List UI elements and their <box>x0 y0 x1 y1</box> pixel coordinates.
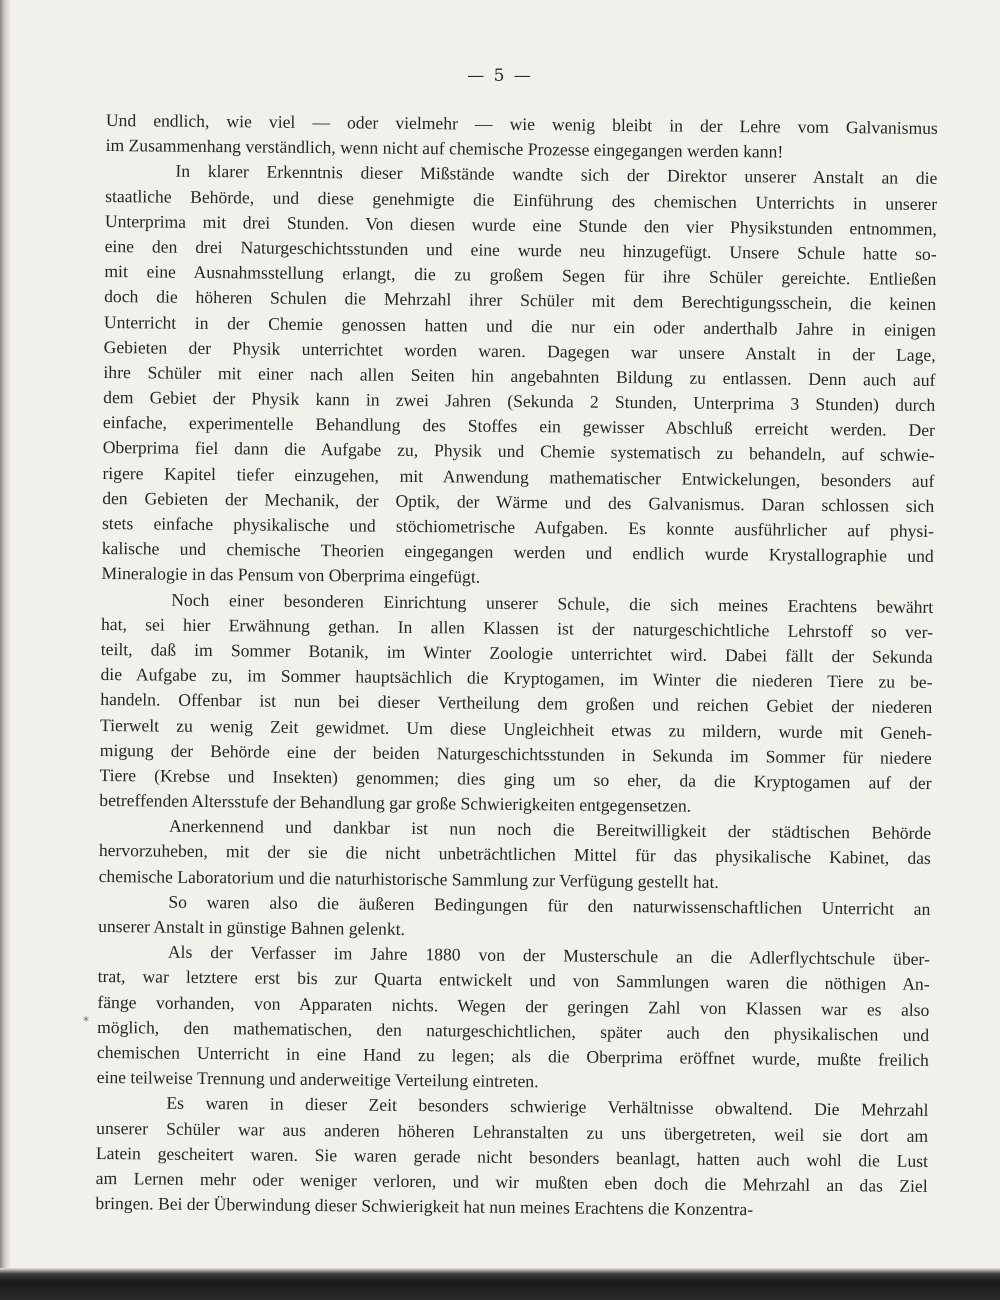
text-line: Anerkennend und dankbar ist nun noch die Bereitwilligkeit der städtischen Behörde <box>169 815 932 844</box>
text-line: staatliche Behörde, und diese genehmigte die Einführung des chemischen Unterrichts in unserer <box>105 185 938 214</box>
text-line: Unterprima mit drei Stunden. Von diesen wurde eine Stunde den vier Physikstunden entnommen, <box>104 210 937 239</box>
text-line: Gebieten der Physik unterrichtet worden waren. Dagegen war unsere Anstalt in der Lage, <box>103 336 936 365</box>
text-line: stets einfache physikalische und stöchiometrische Aufgaben. Es konnte ausführlicher auf physi- <box>101 512 935 541</box>
text-line: Tiere (Krebse und Insekten) genommen; dies ging um so eher, da die Kryptogamen auf der <box>99 764 932 793</box>
text-line: trat, war letztere erst bis zur Quarta entwickelt und von Sammlungen waren die nöthigen An- <box>97 966 930 995</box>
text-line: doch die höheren Schulen die Mehrzahl ihrer Schüler mit dem Berechtigungsschein, die keinen <box>104 286 937 315</box>
text-line: eine den drei Naturgeschichtsstunden und eine wurde neu hinzugefügt. Unsere Schule hatte so- <box>104 235 937 264</box>
text-line: möglich, den mathematischen, den naturgeschichtlichen, später auch den physikalischen und <box>97 1016 930 1045</box>
text-line: unserer Anstalt in günstige Bahnen gelenkt. <box>98 915 406 939</box>
text-line: einfache, experimentelle Behandlung des Stoffes ein gewisser Abschluß erreicht werden. Der <box>102 412 936 441</box>
text-line: Oberprima fiel dann die Aufgabe zu, Physik und Chemie systematisch zu behandeln, auf schwie- <box>102 437 935 466</box>
text-line: So waren also die äußeren Bedingungen für den naturwissenschaftlichen Unterricht an <box>168 891 931 919</box>
text-line: In klarer Erkenntnis dieser Mißstände wandte sich der Direktor unserer Anstalt an die <box>175 161 938 189</box>
text-line: eine teilweise Trennung und anderweitige Verteilung eintreten. <box>96 1067 539 1092</box>
text-line: rigere Kapitel tiefer einzugehen, mit Anwendung mathematischer Entwickelungen, besonders auf <box>102 462 935 491</box>
text-line: handeln. Offenbar ist nun bei dieser Vertheilung dem großen und reichen Gebiet der niederen <box>100 689 933 718</box>
text-line: Noch einer besonderen Einrichtung unserer Schule, die sich meines Erachtens bewährt <box>171 589 934 617</box>
text-line: chemischen Unterricht in eine Hand zu legen; als die Oberprima eröffnet wurde, mußte freilich <box>96 1041 929 1070</box>
text-line: die Aufgabe zu, im Sommer hauptsächlich die Kryptogamen, im Winter die niederen Tiere zu be- <box>100 664 933 693</box>
text-line: chemische Laboratorium und die naturhistorische Sammlung zur Verfügung gestellt hat. <box>98 865 719 892</box>
text-line: betreffenden Altersstufe der Behandlung gar große Schwierigkeiten entgegensetzen. <box>99 790 692 816</box>
paragraph <box>106 108 938 166</box>
binding-gutter <box>0 0 10 1300</box>
text-line: migung der Behörde eine der beiden Naturgeschichtsstunden in Sekunda im Sommer für niedere <box>99 739 932 768</box>
text-line: fänge vorhanden, von Apparaten nichts. Wegen der geringen Zahl von Klassen war es also <box>97 991 930 1020</box>
text-line: Latein gescheitert waren. Sie waren gerade nicht besonders beanlagt, hatten auch wohl die Lust <box>95 1142 929 1171</box>
text-line: hat, sei hier Erwähnung gethan. In allen Klassen ist der naturgeschichtliche Lehrstoff so ver- <box>100 613 934 642</box>
text-line: kalische und chemische Theorien eingegangen werden und endlich wurde Krystallographie und <box>101 538 934 567</box>
text-line: unserer Schüler war aus anderen höheren Lehranstalten zu uns übergetreten, weil sie dort am <box>96 1117 929 1146</box>
text-line: Mineralogie in das Pensum von Oberprima eingefügt. <box>101 563 481 587</box>
paragraph <box>99 587 933 822</box>
text-line: im Zusammenhang verständlich, wenn nicht auf chemische Prozesse eingegangen werden kann! <box>105 135 784 162</box>
scanner-bottom-edge <box>0 1268 1000 1300</box>
text-line: hervorzuheben, mit der sie die nicht unbeträchtlichen Mittel für das physikalische Kabinet, das <box>98 840 931 869</box>
text-line: Tierwelt zu wenig Zeit gewidmet. Um diese Ungleichheit etwas zu mildern, wurde mit Geneh- <box>99 714 933 743</box>
text-line: ihre Schüler mit einer nach allen Seiten hin angebahnten Bildung zu entlassen. Denn auch auf <box>103 361 936 390</box>
paragraph <box>99 813 932 897</box>
text-line: teilt, daß im Sommer Botanik, im Winter Zoologie unterrichtet wird. Dabei fällt der Sekunda <box>100 638 933 667</box>
paragraph <box>97 939 930 1098</box>
text-line: Es waren in dieser Zeit besonders schwierige Verhältnisse obwaltend. Die Mehrzahl <box>166 1092 929 1121</box>
text-line: Als der Verfasser im Jahre 1880 von der Musterschule an die Adlerflychtschule über- <box>167 941 930 970</box>
text-line: bringen. Bei der Überwindung dieser Schwierigkeit hat nun meines Erachtens die Konzentra- <box>95 1193 754 1220</box>
text-line: dem Gebiet der Physik kann in zwei Jahren (Sekunda 2 Stunden, Unterprima 3 Stunden) durch <box>103 387 936 416</box>
paragraph <box>101 158 937 594</box>
body-text <box>95 108 938 1224</box>
paragraph <box>98 889 930 947</box>
text-line: am Lernen mehr oder weniger verloren, und wir mußten eben doch die Mehrzahl an das Ziel <box>95 1167 928 1196</box>
page-number: — 5 — <box>467 66 533 86</box>
stray-mark: * <box>83 1014 89 1028</box>
paragraph <box>95 1090 928 1224</box>
text-line: Und endlich, wie viel — oder vielmehr — wie wenig bleibt in der Lehre vom Galvanismus <box>105 109 938 138</box>
text-line: Unterricht in der Chemie genossen hatten und die nur ein oder anderthalb Jahre in einigen <box>103 311 937 340</box>
text-line: mit eine Ausnahmsstellung erlangt, die zu großem Segen für ihre Schüler gereichte. Entließen <box>104 261 937 290</box>
text-line: den Gebieten der Mechanik, der Optik, der Wärme und des Galvanismus. Daran schlossen sich <box>102 487 935 516</box>
